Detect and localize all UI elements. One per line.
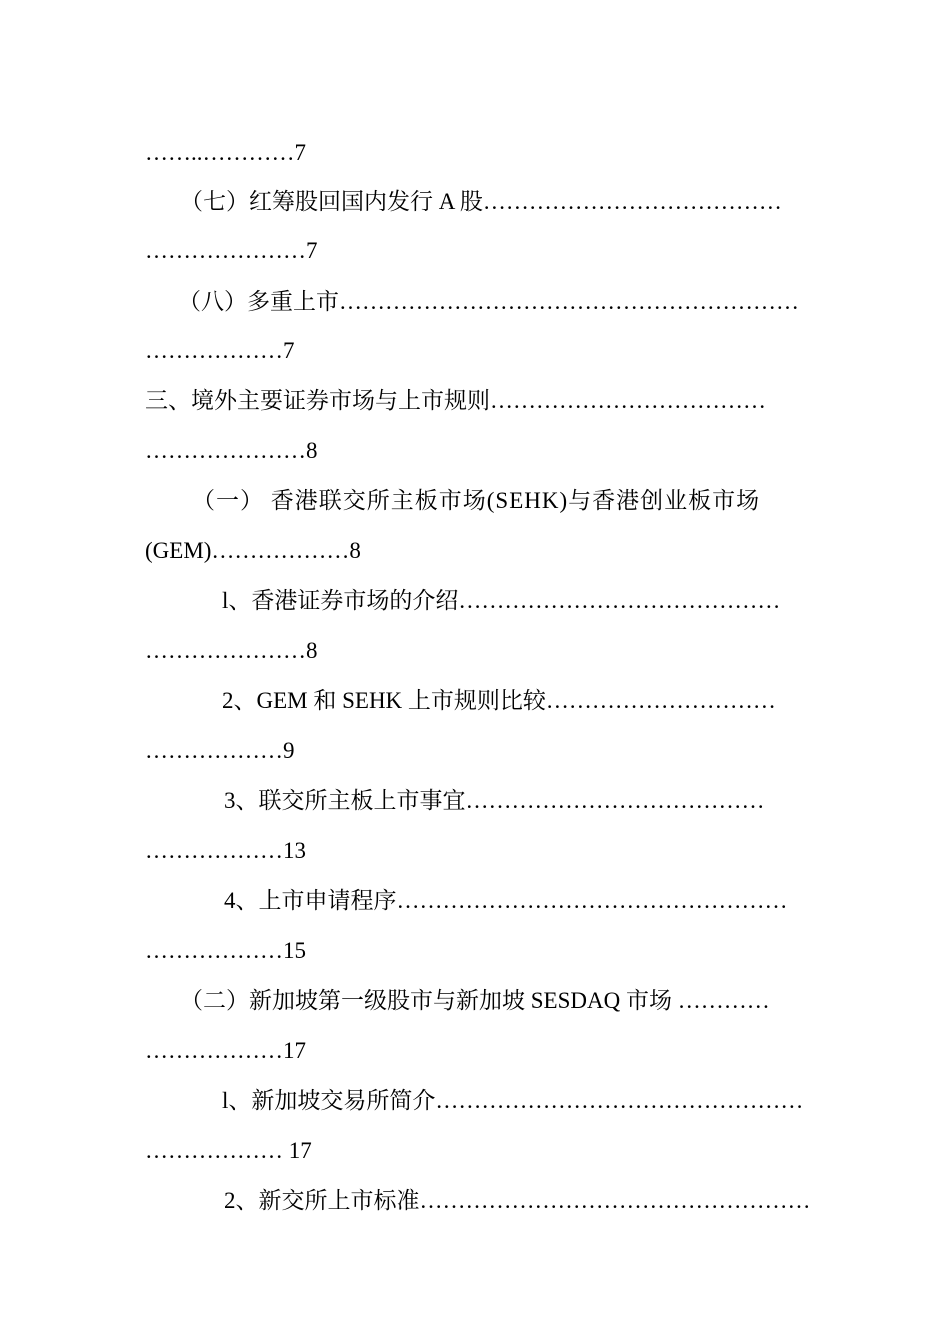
toc-item-gem-sehk: 2、GEM 和 SEHK 上市规则比较………………………… [222, 688, 776, 713]
toc-subsection-hk-page: (GEM)………………8 [145, 538, 361, 563]
toc-item-application: 4、上市申请程序…………………………………………… [224, 888, 788, 913]
toc-item-red-chip-page: …………………7 [145, 238, 318, 263]
toc-item-red-chip: （七）红筹股回国内发行 A 股………………………………… [180, 189, 782, 214]
toc-item-main-board: 3、联交所主板上市事宜………………………………… [224, 788, 765, 813]
toc-item-multi-listing-page: ………………7 [145, 338, 295, 363]
toc-item-hk-intro-page: …………………8 [145, 638, 318, 663]
toc-item-main-board-page: ………………13 [145, 838, 306, 863]
toc-subsection-sg-page: ………………17 [145, 1038, 306, 1063]
toc-item-sgx-intro-page: ……………… 17 [145, 1138, 312, 1163]
toc-item-sgx-intro: l、新加坡交易所简介………………………………………… [222, 1088, 804, 1113]
toc-item-sgx-criteria: 2、新交所上市标准…………………………………………… [224, 1188, 811, 1213]
toc-section-overseas: 三、境外主要证券市场与上市规则……………………………… [145, 388, 766, 413]
toc-continuation: ……..…………7 [145, 140, 306, 165]
toc-item-application-page: ………………15 [145, 938, 306, 963]
toc-section-overseas-page: …………………8 [145, 438, 318, 463]
toc-subsection-hk: （一） 香港联交所主板市场(SEHK)与香港创业板市场 [192, 488, 761, 513]
toc-subsection-sg: （二）新加坡第一级股市与新加坡 SESDAQ 市场 ………… [180, 988, 770, 1013]
toc-item-gem-sehk-page: ………………9 [145, 738, 295, 763]
toc-item-hk-intro: l、香港证券市场的介绍…………………………………… [222, 588, 781, 613]
toc-item-multi-listing: （八）多重上市…………………………………………………… [178, 289, 799, 314]
